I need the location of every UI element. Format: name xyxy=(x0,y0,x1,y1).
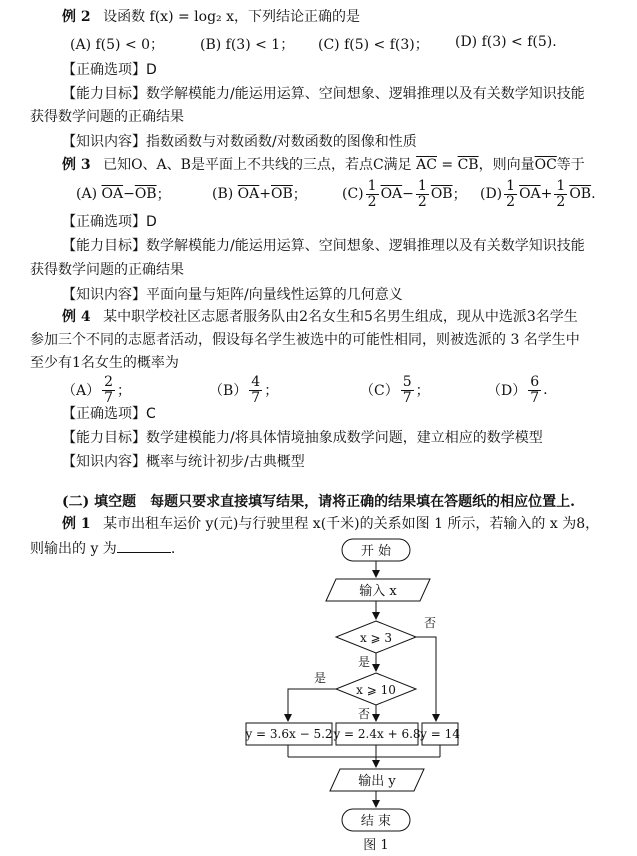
end-label: 结 束 xyxy=(360,814,392,829)
vector-cb: $\overline{CB}$ xyxy=(457,157,479,173)
yes-label-1: 是 xyxy=(357,655,371,669)
numerator: 4 xyxy=(251,373,261,390)
option-d-label: (D) xyxy=(480,186,503,202)
example-4-ability: 【能力目标】数学建模能力/将具体情境抽象成数学问题，建立相应的数学模型 xyxy=(62,430,543,446)
result-3-label: y = 14 xyxy=(420,727,460,741)
numerator: 1 xyxy=(367,177,377,194)
vector-ac: $\overline{AC}$ xyxy=(416,157,437,173)
fill-example-1-title: 例 1 xyxy=(62,516,91,532)
example-4-knowledge: 【知识内容】概率与统计初步/古典概型 xyxy=(62,454,305,470)
period: . xyxy=(170,541,176,557)
example-3-ability-line2: 获得数学问题的正确结果 xyxy=(30,262,184,278)
option-b-label: （B） xyxy=(209,383,248,399)
section-2-heading: (二) 填空题 每题只要求直接填写结果，请将正确的结果填在答题纸的相应位置上. xyxy=(62,494,575,510)
denominator: 2 xyxy=(417,193,427,210)
example-2-stem xyxy=(62,7,360,27)
output-label: 输出 y xyxy=(358,774,396,789)
option-c-label: （C） xyxy=(360,383,399,399)
semicolon: ； xyxy=(452,187,467,203)
semicolon: ； xyxy=(117,383,132,399)
vector-ob: $\overline{OB}$ xyxy=(134,186,157,202)
input-label: 输入 x xyxy=(359,584,397,599)
period: . xyxy=(543,382,548,398)
vector-oc: $\overline{OC}$ xyxy=(534,157,557,173)
vector-ob: $\overline{OB}$ xyxy=(430,186,453,202)
example-4-question-1: 某中职学校社区志愿者服务队由2名女生和5名男生组成，现从中选派3名学生 xyxy=(103,309,578,325)
numerator: 1 xyxy=(417,177,427,194)
option-a-label: (A) xyxy=(76,186,98,202)
numerator: 1 xyxy=(506,177,516,194)
condition-1-label: x ⩾ 3 xyxy=(359,631,393,645)
vector-ob: $\overline{OB}$ xyxy=(271,186,293,202)
option-c: (C) f(5) < f(3)； xyxy=(318,37,429,53)
example-4-title: 例 4 xyxy=(62,309,91,325)
semicolon: ； xyxy=(264,383,279,399)
no-label-2: 否 xyxy=(357,707,371,721)
plus-sign: + xyxy=(259,186,271,202)
option-c xyxy=(342,174,467,214)
denominator: 2 xyxy=(367,193,377,210)
vector-oa: $\overline{OA}$ xyxy=(237,186,260,202)
condition-2-label: x ⩾ 10 xyxy=(356,683,396,697)
numerator: 6 xyxy=(530,373,540,390)
example-3-question-a: 已知O、A、B是平面上不共线的三点，若点C满足 xyxy=(103,157,412,173)
example-3-stem xyxy=(62,155,585,175)
option-d-label: （D） xyxy=(487,383,527,399)
denominator: 7 xyxy=(402,389,412,406)
example-2-answer: 【正确选项】D xyxy=(62,62,157,78)
no-label-1: 否 xyxy=(423,616,437,630)
option-d xyxy=(480,174,596,214)
denominator: 2 xyxy=(556,193,566,210)
denominator: 7 xyxy=(530,389,540,406)
example-3-title: 例 3 xyxy=(62,157,91,173)
fraction-half xyxy=(416,179,429,210)
semicolon: ； xyxy=(156,187,171,203)
result-2-label: y = 2.4x + 6.8 xyxy=(333,727,421,741)
option-a xyxy=(76,174,171,214)
option-d xyxy=(487,370,548,410)
example-4-stem-line2: 参加三个不同的志愿者活动，假设每名学生被选中的可能性相同，则被选派的 3 名学生中 xyxy=(30,332,580,348)
example-2-options xyxy=(70,34,630,54)
option-a: (A) f(5) < 0； xyxy=(70,37,165,53)
example-2-title: 例 2 xyxy=(62,9,91,25)
option-c-label: (C) xyxy=(342,186,364,202)
example-2-knowledge: 【知识内容】指数函数与对数函数/对数函数的图像和性质 xyxy=(62,134,417,150)
result-1-label: y = 3.6x − 5.2 xyxy=(245,727,333,741)
option-b-label: (B) xyxy=(212,186,234,202)
example-4-stem-line3: 至少有1名女生的概率为 xyxy=(30,355,179,371)
fraction xyxy=(249,375,262,406)
minus-sign: − xyxy=(123,186,135,202)
example-2-ability-line2: 获得数学问题的正确结果 xyxy=(30,109,184,125)
fill-example-1-text-2: 则输出的 y 为 xyxy=(30,541,117,557)
fraction-half xyxy=(366,179,379,210)
fraction-half xyxy=(554,179,567,210)
semicolon: ； xyxy=(292,187,307,203)
example-4-answer: 【正确选项】C xyxy=(62,406,156,422)
vector-oa: $\overline{OA}$ xyxy=(380,186,403,202)
option-c xyxy=(360,370,430,410)
numerator: 5 xyxy=(402,373,412,390)
example-2-ability-line1: 【能力目标】数学解模能力/能运用运算、空间想象、逻辑推理以及有关数学知识技能 xyxy=(62,86,585,102)
fill-example-1-text: 某市出租车运价 y(元)与行驶里程 x(千米)的关系如图 1 所示，若输入的 x 为8， xyxy=(103,516,600,532)
example-3-ability-line1: 【能力目标】数学解模能力/能运用运算、空间想象、逻辑推理以及有关数学知识技能 xyxy=(62,238,585,254)
fraction xyxy=(102,375,115,406)
example-3-question-c: 等于 xyxy=(556,157,585,173)
option-b xyxy=(209,370,278,410)
denominator: 7 xyxy=(104,389,114,406)
example-3-knowledge: 【知识内容】平面向量与矩阵/向量线性运算的几何意义 xyxy=(62,287,403,303)
example-3-options xyxy=(62,174,622,214)
answer-blank[interactable] xyxy=(117,538,171,553)
numerator: 1 xyxy=(556,177,566,194)
vector-oa: $\overline{OA}$ xyxy=(519,186,541,202)
start-label: 开 始 xyxy=(360,544,392,559)
fill-example-1-line2 xyxy=(30,538,175,559)
fraction xyxy=(528,375,541,406)
fill-example-1-line1 xyxy=(62,514,599,534)
example-3-question-b: ，则向量 xyxy=(478,157,535,173)
fraction-half xyxy=(504,179,517,210)
vector-ob: $\overline{OB}$ xyxy=(569,186,592,202)
option-a-label: （A） xyxy=(62,383,101,399)
denominator: 7 xyxy=(251,389,261,406)
flowchart-figure xyxy=(240,535,460,853)
vector-oa: $\overline{OA}$ xyxy=(101,186,124,202)
plus-sign: + xyxy=(540,186,553,202)
yes-label-2: 是 xyxy=(313,671,327,685)
equals-sign: = xyxy=(436,157,458,173)
denominator: 2 xyxy=(506,193,516,210)
option-d: (D) f(3) < f(5). xyxy=(455,34,557,50)
numerator: 2 xyxy=(104,373,114,390)
example-4-stem-line1 xyxy=(62,307,578,327)
figure-caption: 图 1 xyxy=(363,838,389,853)
fraction xyxy=(401,375,414,406)
period: . xyxy=(591,186,596,202)
minus-sign: − xyxy=(402,186,414,202)
option-b: (B) f(3) < 1； xyxy=(200,37,295,53)
example-2-question: 设函数 f(x) = log₂ x，下列结论正确的是 xyxy=(103,9,360,25)
option-b xyxy=(212,174,307,214)
semicolon: ； xyxy=(415,383,430,399)
example-3-answer: 【正确选项】D xyxy=(62,214,157,230)
